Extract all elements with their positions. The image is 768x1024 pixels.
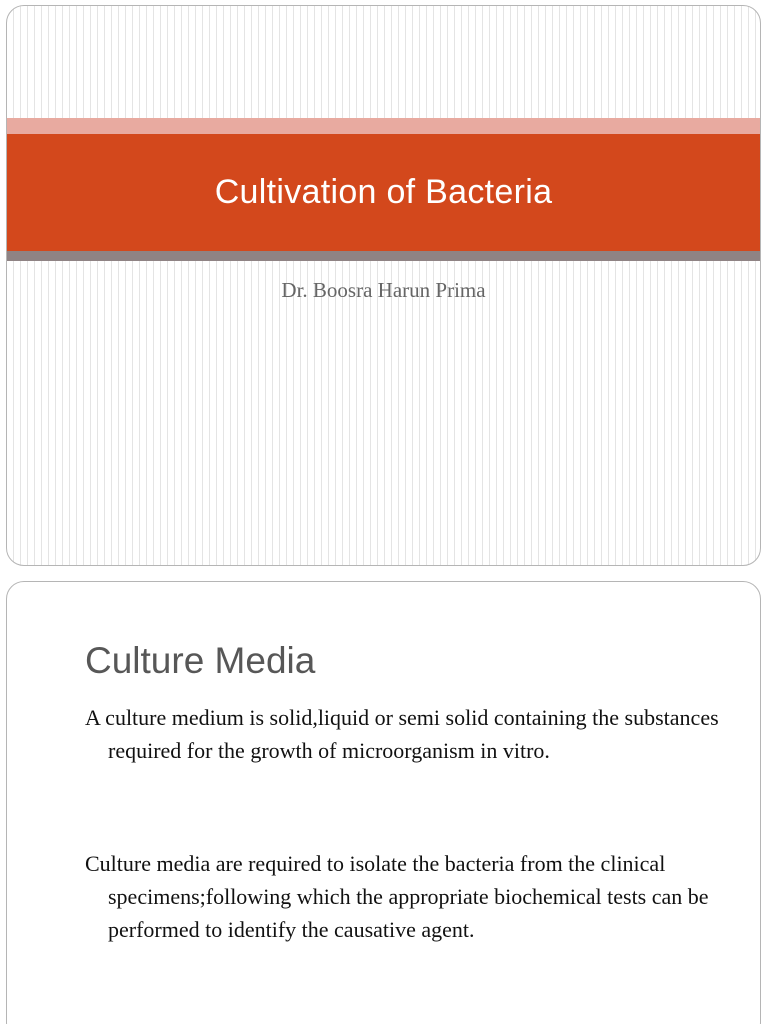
paragraph-definition: A culture medium is solid,liquid or semi solid containing the substances required for the growth of microorganism in vitro.	[85, 705, 719, 763]
title-bottom-stripe	[7, 251, 760, 261]
title-band	[7, 134, 760, 251]
title-slide	[6, 5, 761, 566]
title-top-stripe	[7, 118, 760, 134]
slide-heading: Culture Media	[85, 640, 316, 681]
slide-subtitle: Dr. Boosra Harun Prima	[281, 278, 486, 302]
content-slide	[6, 581, 761, 1024]
slide-title: Cultivation of Bacteria	[214, 173, 553, 211]
paragraph-purpose: Culture media are required to isolate the bacteria from the clinical specimens;following which the appropriate biochemical tests can be performed to identify the causative agent.	[85, 851, 709, 942]
